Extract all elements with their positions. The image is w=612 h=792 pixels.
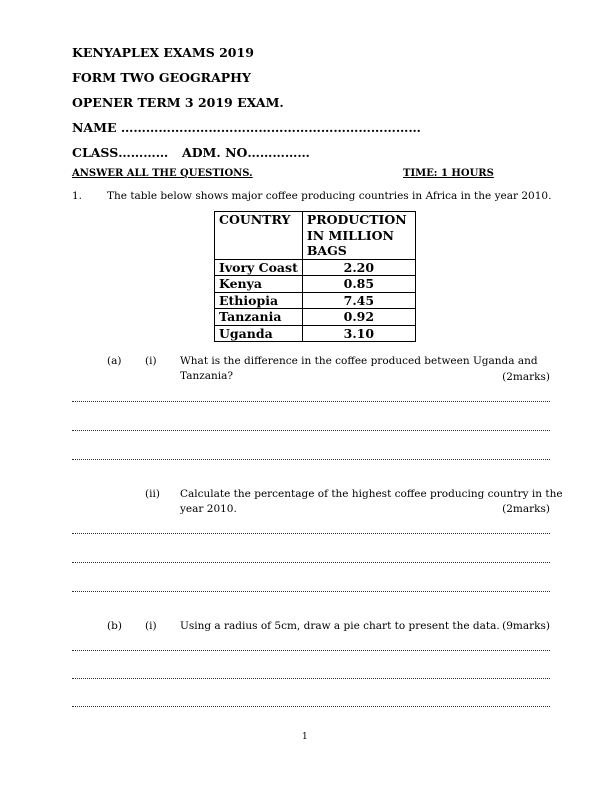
part-b-i-marks: (9marks) <box>502 620 550 632</box>
part-a-ii-text-2: year 2010. <box>180 503 237 515</box>
instructions: ANSWER ALL THE QUESTIONS. <box>72 168 253 179</box>
country-cell: Ivory Coast <box>215 259 303 276</box>
part-a-i-label: (i) <box>145 355 157 367</box>
part-a-ii-label: (ii) <box>145 488 160 500</box>
part-b-i-label: (i) <box>145 620 157 632</box>
country-cell: Ethiopia <box>215 292 303 309</box>
part-a-i-marks: (2marks) <box>502 371 550 383</box>
name-field: NAME ……………………………………………………………… <box>72 120 421 135</box>
coffee-production-table <box>214 211 416 342</box>
table-row <box>215 259 416 276</box>
answer-line[interactable] <box>72 562 550 563</box>
production-cell: 0.92 <box>302 309 415 326</box>
table-row <box>215 309 416 326</box>
subject-title: FORM TWO GEOGRAPHY <box>72 70 251 85</box>
class-field: CLASS………… <box>72 145 169 160</box>
answer-line[interactable] <box>72 706 550 707</box>
production-cell: 0.85 <box>302 276 415 293</box>
part-b-label: (b) <box>107 620 122 632</box>
table-header: COUNTRY <box>215 212 303 260</box>
part-a-ii-marks: (2marks) <box>502 503 550 515</box>
answer-line[interactable] <box>72 430 550 431</box>
production-cell: 7.45 <box>302 292 415 309</box>
answer-line[interactable] <box>72 591 550 592</box>
country-cell: Uganda <box>215 325 303 342</box>
part-a-i-text-2: Tanzania? <box>180 370 234 382</box>
question-number: 1. <box>72 190 83 202</box>
part-a-i-text-1: What is the difference in the coffee produced between Uganda and <box>180 355 538 367</box>
answer-line[interactable] <box>72 401 550 402</box>
table-row <box>215 325 416 342</box>
production-cell: 2.20 <box>302 259 415 276</box>
country-cell: Kenya <box>215 276 303 293</box>
production-cell: 3.10 <box>302 325 415 342</box>
table-header-row <box>215 212 416 260</box>
exam-title: KENYAPLEX EXAMS 2019 <box>72 45 254 60</box>
country-cell: Tanzania <box>215 309 303 326</box>
answer-line[interactable] <box>72 533 550 534</box>
term-title: OPENER TERM 3 2019 EXAM. <box>72 95 284 110</box>
answer-line[interactable] <box>72 678 550 679</box>
part-b-i-text: Using a radius of 5cm, draw a pie chart to present the data. <box>180 620 500 632</box>
answer-line[interactable] <box>72 650 550 651</box>
table-row <box>215 276 416 293</box>
page-number: 1 <box>302 732 308 742</box>
table-row <box>215 292 416 309</box>
answer-line[interactable] <box>72 459 550 460</box>
time-allowed: TIME: 1 HOURS <box>403 168 494 179</box>
adm-no-field: ADM. NO…………… <box>182 145 310 160</box>
table-header: PRODUCTION IN MILLION BAGS <box>302 212 415 260</box>
part-a-label: (a) <box>107 355 122 367</box>
part-a-ii-text-1: Calculate the percentage of the highest coffee producing country in the <box>180 488 563 500</box>
question-intro: The table below shows major coffee producing countries in Africa in the year 2010. <box>107 190 552 202</box>
